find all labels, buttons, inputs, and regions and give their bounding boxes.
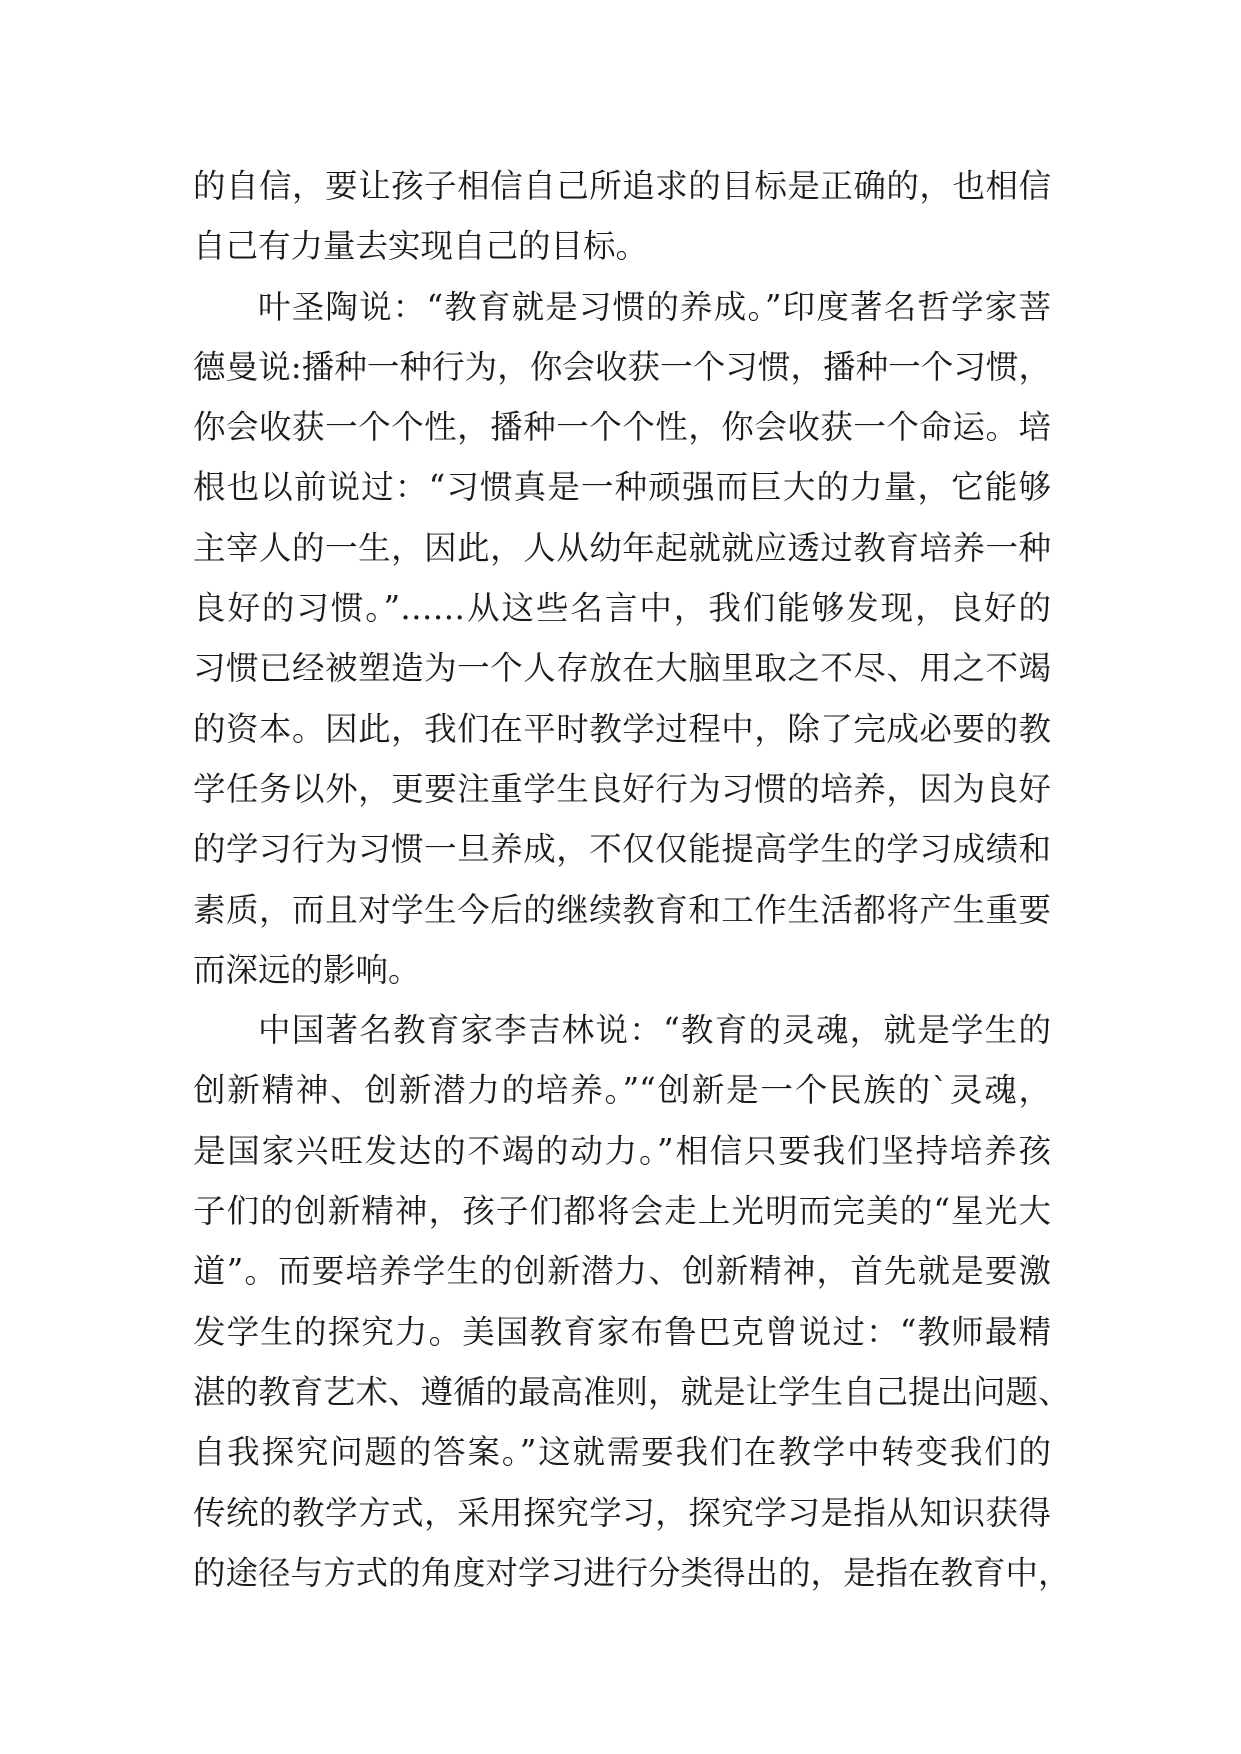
text-line: 发学生的探究力。美国教育家布鲁巴克曾说过：“教师最精	[193, 1312, 1051, 1351]
text-line: 的学习行为习惯一旦养成，不仅仅能提高学生的学习成绩和	[193, 830, 1051, 869]
text-line: 你会收获一个个性，播种一个个性，你会收获一个命运。培	[193, 408, 1051, 447]
paragraph	[193, 156, 1051, 277]
text-line: 习惯已经被塑造为一个人存放在大脑里取之不尽、用之不竭	[193, 649, 1051, 688]
text-line: 道”。而要培养学生的创新潜力、创新精神，首先就是要激	[193, 1252, 1051, 1291]
text-line: 而深远的影响。	[193, 950, 421, 989]
body-text	[193, 156, 1071, 1603]
text-line: 子们的创新精神，孩子们都将会走上光明而完美的“星光大	[193, 1192, 1051, 1231]
text-line: 自己有力量去实现自己的目标。	[193, 227, 649, 266]
text-line: 湛的教育艺术、遵循的最高准则，就是让学生自己提出问题、	[193, 1372, 1071, 1411]
text-line: 良好的习惯。”……从这些名言中，我们能够发现，良好的	[193, 589, 1051, 628]
text-line: 传统的教学方式，采用探究学习，探究学习是指从知识获得	[193, 1493, 1051, 1532]
text-line: 是国家兴旺发达的不竭的动力。”相信只要我们坚持培养孩	[193, 1131, 1051, 1170]
paragraph	[193, 277, 1051, 1001]
text-line: 叶圣陶说：“教育就是习惯的养成。”印度著名哲学家菩	[258, 287, 1051, 326]
text-line: 创新精神、创新潜力的培养。”“创新是一个民族的`灵魂，	[193, 1071, 1051, 1110]
text-line: 的途径与方式的角度对学习进行分类得出的，是指在教育中，	[193, 1553, 1071, 1592]
text-line: 素质，而且对学生今后的继续教育和工作生活都将产生重要	[193, 890, 1051, 929]
text-line: 根也以前说过：“习惯真是一种顽强而巨大的力量，它能够	[193, 468, 1051, 507]
text-line: 的资本。因此，我们在平时教学过程中，除了完成必要的教	[193, 709, 1051, 748]
text-line: 的自信，要让孩子相信自己所追求的目标是正确的，也相信	[193, 167, 1051, 205]
text-line: 中国著名教育家李吉林说：“教育的灵魂，就是学生的	[258, 1011, 1051, 1050]
paragraph	[193, 1000, 1071, 1603]
text-line: 自我探究问题的答案。”这就需要我们在教学中转变我们的	[193, 1433, 1051, 1472]
text-line: 主宰人的一生，因此，人从幼年起就就应透过教育培养一种	[193, 528, 1051, 567]
text-line: 学任务以外，更要注重学生良好行为习惯的培养，因为良好	[193, 769, 1051, 808]
text-line: 德曼说:播种一种行为，你会收获一个习惯，播种一个习惯，	[193, 347, 1051, 386]
